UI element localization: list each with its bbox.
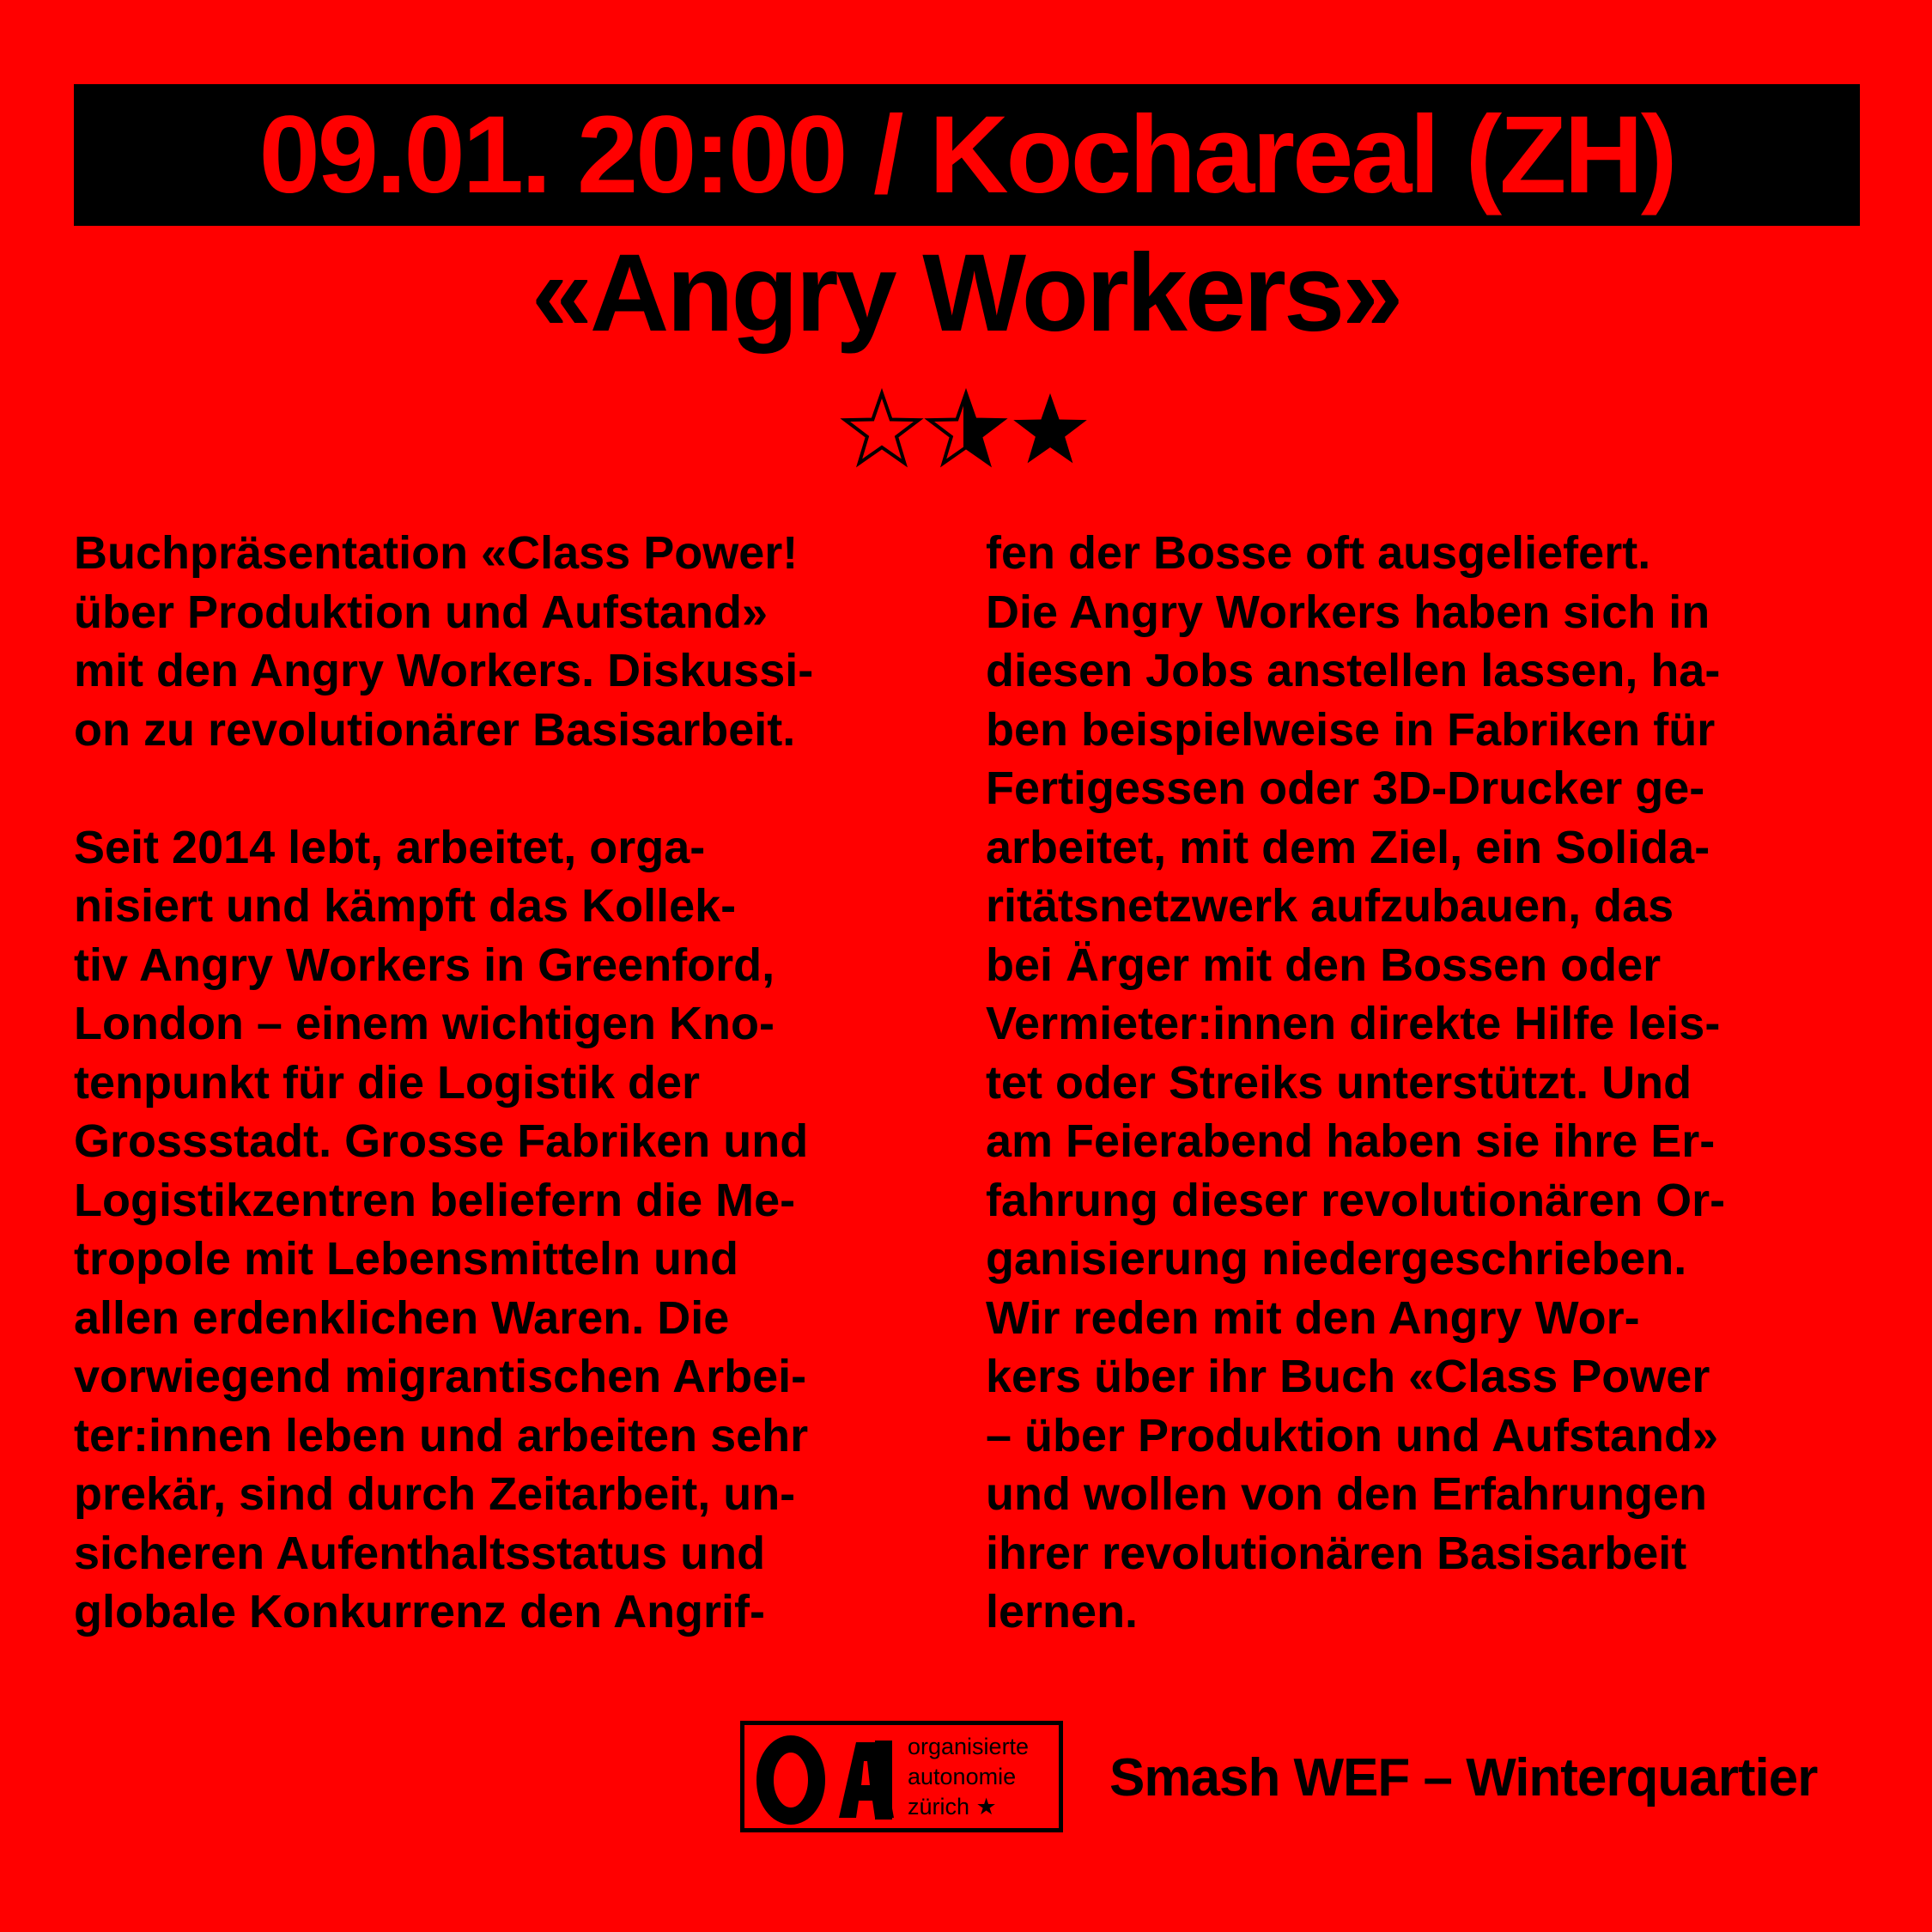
star-outline-icon	[845, 393, 919, 463]
body-line: vorwiegend migrantischen Arbei-	[74, 1351, 807, 1402]
footer-tagline: Smash WEF – Winterquartier	[1109, 1748, 1818, 1807]
logo-line: autonomie	[908, 1764, 1017, 1789]
logo-line: zürich ★	[908, 1794, 997, 1820]
body-line: nisiert und kämpft das Kollek-	[74, 880, 737, 932]
body-line: ritätsnetzwerk aufzubauen, das	[986, 880, 1674, 932]
body-line: Seit 2014 lebt, arbeitet, orga-	[74, 821, 706, 873]
body-line: Grossstadt. Grosse Fabriken und	[74, 1115, 809, 1167]
body-line: ben beispielweise in Fabriken für	[986, 703, 1716, 756]
body-line: on zu revolutionärer Basisarbeit.	[74, 703, 796, 756]
body-line: arbeitet, mit dem Ziel, ein Solida-	[986, 821, 1710, 873]
body-line: tropole mit Lebensmitteln und	[74, 1233, 739, 1285]
body-left-column	[74, 524, 967, 1642]
body-line: mit den Angry Workers. Diskussi-	[74, 645, 814, 696]
body-line: Logistikzentren beliefern die Me-	[74, 1174, 796, 1226]
body-line: tet oder Streiks unterstützt. Und	[986, 1056, 1692, 1109]
body-line: sicheren Aufenthaltsstatus und	[74, 1527, 766, 1579]
body-line: globale Konkurrenz den Angrif-	[74, 1586, 766, 1637]
body-line: und wollen von den Erfahrungen	[986, 1468, 1708, 1520]
body-line: London – einem wichtigen Kno-	[74, 998, 775, 1049]
logo-line: organisierte	[908, 1734, 1030, 1759]
event-title: «Angry Workers»	[531, 232, 1401, 355]
body-line: Die Angry Workers haben sich in	[986, 586, 1710, 638]
body-line: Wir reden mit den Angry Wor-	[986, 1291, 1640, 1344]
stars-icon	[837, 386, 1095, 481]
body-line: ihrer revolutionären Basisarbeit	[986, 1527, 1687, 1579]
body-right-column	[986, 524, 1879, 1642]
body-line: ter:innen leben und arbeiten sehr	[74, 1409, 809, 1461]
body-line: allen erdenklichen Waren. Die	[74, 1291, 730, 1344]
body-line: diesen Jobs anstellen lassen, ha-	[986, 645, 1721, 696]
paragraph-spacer	[74, 759, 967, 818]
body-line: Buchpräsentation «Class Power!	[74, 527, 799, 579]
body-line: – über Produktion und Aufstand»	[986, 1409, 1719, 1461]
star-filled-icon	[1013, 393, 1087, 463]
body-line: Fertigessen oder 3D-Drucker ge-	[986, 762, 1705, 814]
body-line: ganisierung niedergeschrieben.	[986, 1233, 1687, 1285]
body-line: tenpunkt für die Logistik der	[74, 1056, 701, 1109]
body-line: bei Ärger mit den Bossen oder	[986, 939, 1662, 991]
body-line: Vermieter:innen direkte Hilfe leis-	[986, 998, 1721, 1049]
event-date-location: 09.01. 20:00 / Kochareal (ZH)	[258, 93, 1675, 216]
body-line: lernen.	[986, 1586, 1139, 1637]
body-line: tiv Angry Workers in Greenford,	[74, 939, 775, 991]
body-line: über Produktion und Aufstand»	[74, 586, 768, 638]
body-line: am Feierabend haben sie ihre Er-	[986, 1115, 1716, 1167]
oa-logo	[740, 1721, 1063, 1832]
oa-logo-text	[908, 1732, 1029, 1822]
header-bar	[74, 84, 1860, 226]
body-line: fahrung dieser revolutionären Or-	[986, 1174, 1726, 1226]
oa-logo-mark-icon	[755, 1732, 901, 1826]
body-line: fen der Bosse oft ausgeliefert.	[986, 527, 1651, 579]
body-line: kers über ihr Buch «Class Power	[986, 1351, 1710, 1402]
body-line: prekär, sind durch Zeitarbeit, un-	[74, 1468, 796, 1520]
